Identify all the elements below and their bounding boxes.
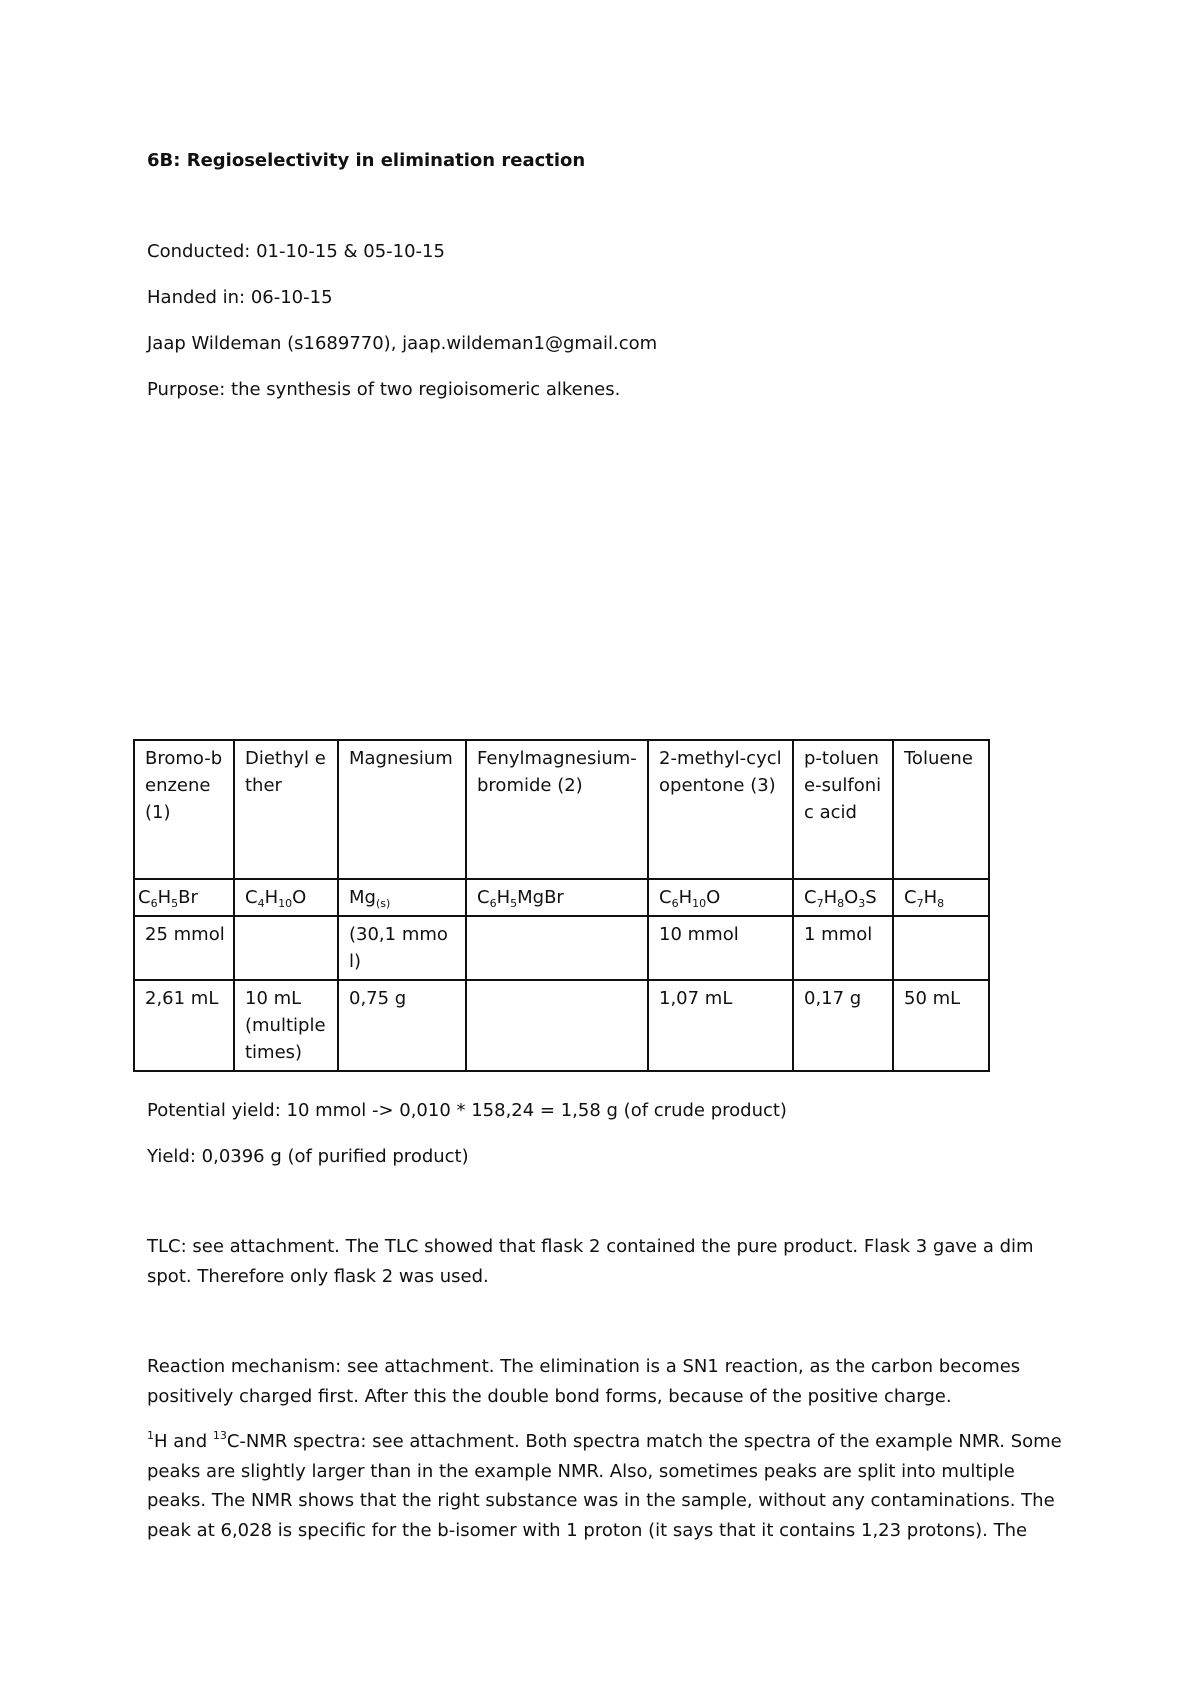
amount-cell: (30,1 mmol) <box>338 916 466 980</box>
volume-cell: 0,75 g <box>338 980 466 1071</box>
amount-cell <box>234 916 338 980</box>
formula-row <box>134 879 989 916</box>
amount-cell <box>893 916 989 980</box>
formula-cell: $C_6H_5MgBr$ <box>466 879 648 916</box>
table-header-row <box>134 740 989 879</box>
purpose-line: Purpose: the synthesis of two regioisomeric alkenes. <box>147 379 621 400</box>
conducted-date: Conducted: 01-10-15 & 05-10-15 <box>147 241 445 262</box>
tlc-paragraph: TLC: see attachment. The TLC showed that flask 2 contained the pure product. Flask 3 gave a dim spot. Therefore only flask 2 was used. <box>147 1236 1034 1287</box>
author-line: Jaap Wildeman (s1689770), jaap.wildeman1@gmail.com <box>147 333 658 354</box>
amount-cell: 1 mmol <box>793 916 893 980</box>
header-cell: Magnesium <box>338 740 466 879</box>
yield: Yield: 0,0396 g (of purified product) <box>147 1146 469 1167</box>
reagents-table <box>133 739 990 1072</box>
amount-cell: 25 mmol <box>134 916 234 980</box>
volume-row <box>134 980 989 1071</box>
formula-cell: $C_6H_5Br$ <box>134 879 234 916</box>
volume-cell: 10 mL (multiple times) <box>234 980 338 1071</box>
amount-row <box>134 916 989 980</box>
formula-cell: $C_7H_8O_3S$ <box>793 879 893 916</box>
formula-cell: $Mg_{(s)}$ <box>338 879 466 916</box>
formula-cell: $C_4H_{10}O$ <box>234 879 338 916</box>
header-cell: p-toluene-sulfonic acid <box>793 740 893 879</box>
potential-yield: Potential yield: 10 mmol -> 0,010 * 158,24 = 1,58 g (of crude product) <box>147 1100 787 1121</box>
amount-cell: 10 mmol <box>648 916 793 980</box>
volume-cell: 50 mL <box>893 980 989 1071</box>
formula-cell: $C_7H_8$ <box>893 879 989 916</box>
volume-cell: 1,07 mL <box>648 980 793 1071</box>
header-cell: 2-methyl-cyclopentone (3) <box>648 740 793 879</box>
handed-in-date: Handed in: 06-10-15 <box>147 287 333 308</box>
formula-cell: $C_6H_{10}O$ <box>648 879 793 916</box>
volume-cell: 0,17 g <box>793 980 893 1071</box>
header-cell: Toluene <box>893 740 989 879</box>
header-cell: Fenylmagnesium-bromide (2) <box>466 740 648 879</box>
mechanism-paragraph: Reaction mechanism: see attachment. The elimination is a SN1 reaction, as the carbon becomes positively charged first. After this the double bond forms, because of the positive charge. <box>147 1356 1021 1407</box>
volume-cell <box>466 980 648 1071</box>
nmr-paragraph: $^1$H and $^{13}$C-NMR spectra: see attachment. Both spectra match the spectra of the example NMR. Some peaks are slightly larger than in the example NMR. Also, sometimes peaks are split into multiple peaks. The NMR shows that the right substance was in the sample, without any contaminations. The peak at 6,028 is specific for the b-isomer with 1 proton (it says that it contains 1,23 protons). The <box>147 1429 1062 1541</box>
header-cell: Bromo-benzene (1) <box>134 740 234 879</box>
volume-cell: 2,61 mL <box>134 980 234 1071</box>
header-cell: Diethyl ether <box>234 740 338 879</box>
amount-cell <box>466 916 648 980</box>
document-title: 6B: Regioselectivity in elimination reaction <box>147 150 586 171</box>
